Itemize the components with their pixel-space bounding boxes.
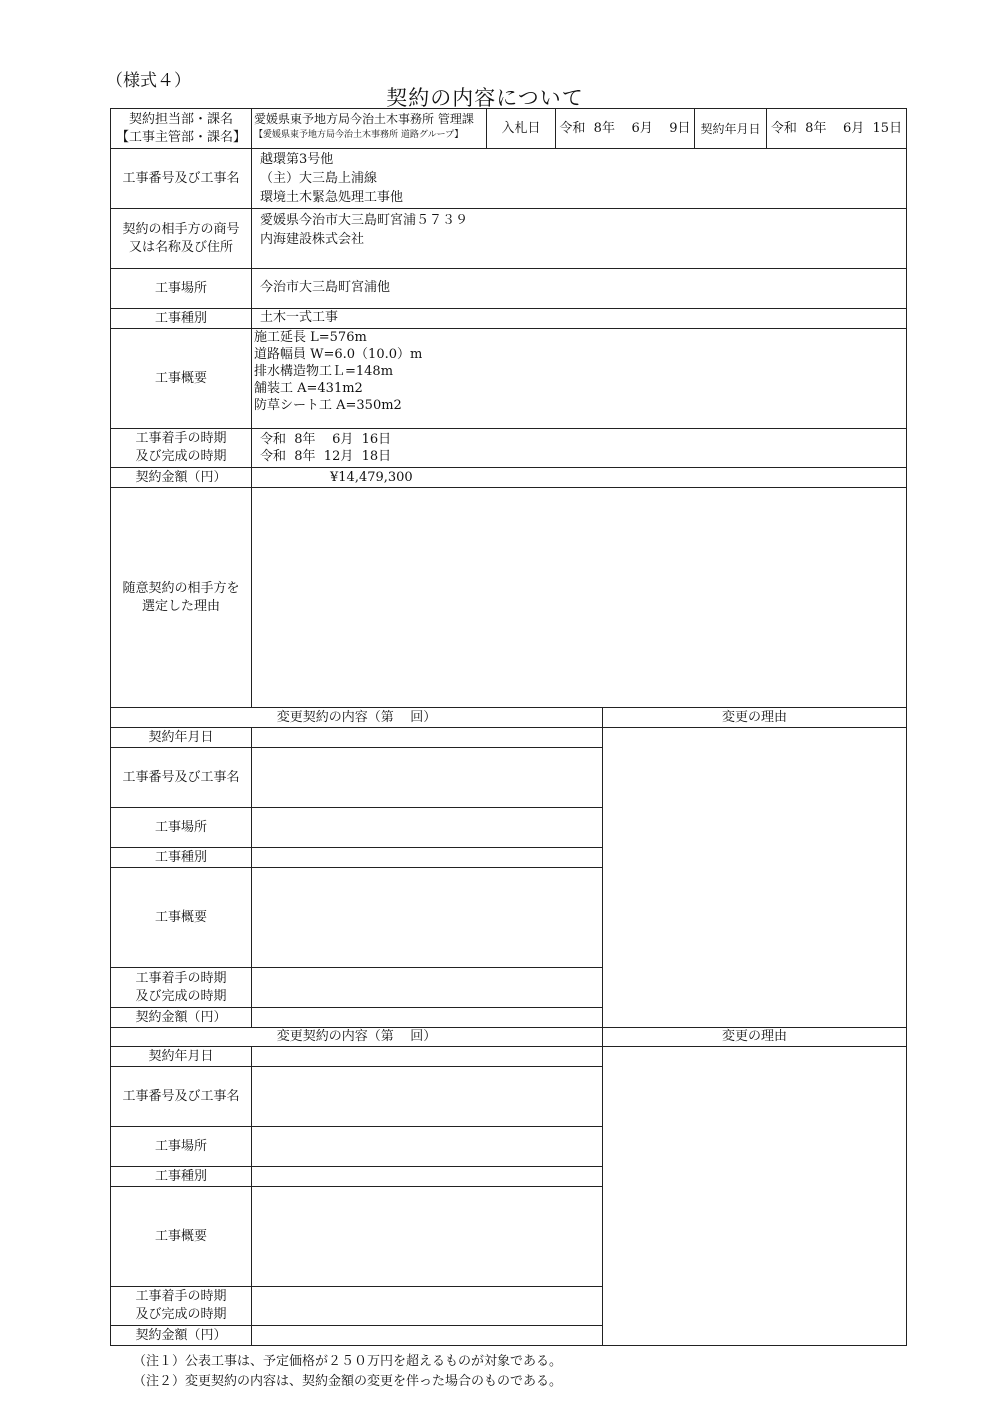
change-1-location-label: 工事場所 bbox=[154, 819, 207, 835]
amount-label: 契約金額（円） bbox=[135, 469, 227, 485]
bid-date-label: 入札日 bbox=[501, 120, 541, 136]
change-1-type-label: 工事種別 bbox=[154, 849, 207, 865]
change-1-amount-label: 契約金額（円） bbox=[135, 1009, 227, 1025]
change-1-summary-label: 工事概要 bbox=[154, 909, 207, 925]
contract-date-value: 令和 8年 6月 15日 bbox=[770, 120, 903, 136]
location-label: 工事場所 bbox=[154, 280, 207, 296]
summary-label: 工事概要 bbox=[154, 370, 207, 386]
location-value: 今治市大三島町宮浦他 bbox=[260, 280, 391, 295]
dept-sub-value: 【愛媛県東予地方局今治土木事務所 道路グループ】 bbox=[254, 130, 464, 140]
form-number: （様式４） bbox=[106, 71, 191, 91]
document-title: 契約の内容について bbox=[386, 86, 584, 110]
change-1-work-no-label: 工事番号及び工事名 bbox=[122, 769, 240, 785]
change-1-reason-heading: 変更の理由 bbox=[721, 709, 787, 725]
bid-date-value: 令和 8年 6月 9日 bbox=[559, 120, 691, 136]
change-2-type-label: 工事種別 bbox=[154, 1168, 207, 1184]
change-2-summary-label: 工事概要 bbox=[154, 1228, 207, 1244]
period-label: 工事着手の時期 及び完成の時期 bbox=[135, 431, 227, 464]
party-value: 愛媛県今治市大三島町宮浦５７３９ 内海建設株式会社 bbox=[260, 213, 469, 247]
change-2-amount-label: 契約金額（円） bbox=[135, 1327, 227, 1343]
change-1-heading: 変更契約の内容（第 回） bbox=[276, 709, 437, 725]
summary-value: 施工延長 L=576m 道路幅員 W=6.0（10.0）m 排水構造物工Ｌ=148m 舗装工 A=431m2 防草シート工 A=350m2 bbox=[254, 330, 423, 413]
change-2-period-label: 工事着手の時期 及び完成の時期 bbox=[135, 1289, 227, 1322]
reason-label: 随意契約の相手方を 選定した理由 bbox=[122, 580, 240, 614]
party-label: 契約の相手方の商号 又は名称及び住所 bbox=[122, 221, 240, 255]
amount-value: ¥14,479,300 bbox=[330, 470, 413, 485]
period-value: 令和 8年 6月 16日 令和 8年 12月 18日 bbox=[260, 432, 392, 464]
change-2-location-label: 工事場所 bbox=[154, 1138, 207, 1154]
change-1-period-label: 工事着手の時期 及び完成の時期 bbox=[135, 970, 227, 1004]
note-2: （注２）変更契約の内容は、契約金額の変更を伴った場合のものである。 bbox=[133, 1374, 563, 1389]
change-2-heading: 変更契約の内容（第 回） bbox=[276, 1029, 437, 1044]
dept-label: 契約担当部・課名 【工事主管部・課名】 bbox=[115, 111, 246, 145]
note-1: （注１）公表工事は、予定価格が２５０万円を超えるものが対象である。 bbox=[133, 1354, 563, 1369]
dept-value: 愛媛県東予地方局今治土木事務所 管理課 bbox=[254, 112, 474, 126]
contract-date-label: 契約年月日 bbox=[700, 121, 761, 136]
change-1-date-label: 契約年月日 bbox=[148, 729, 214, 745]
type-label: 工事種別 bbox=[154, 310, 207, 326]
work-no-label: 工事番号及び工事名 bbox=[122, 170, 240, 186]
work-no-value: 越環第3号他 （主）大三島上浦線 環境土木緊急処理工事他 bbox=[260, 152, 404, 205]
change-2-date-label: 契約年月日 bbox=[148, 1048, 214, 1064]
type-value: 土木一式工事 bbox=[260, 310, 339, 325]
change-2-work-no-label: 工事番号及び工事名 bbox=[122, 1088, 240, 1104]
change-2-reason-heading: 変更の理由 bbox=[721, 1029, 787, 1044]
